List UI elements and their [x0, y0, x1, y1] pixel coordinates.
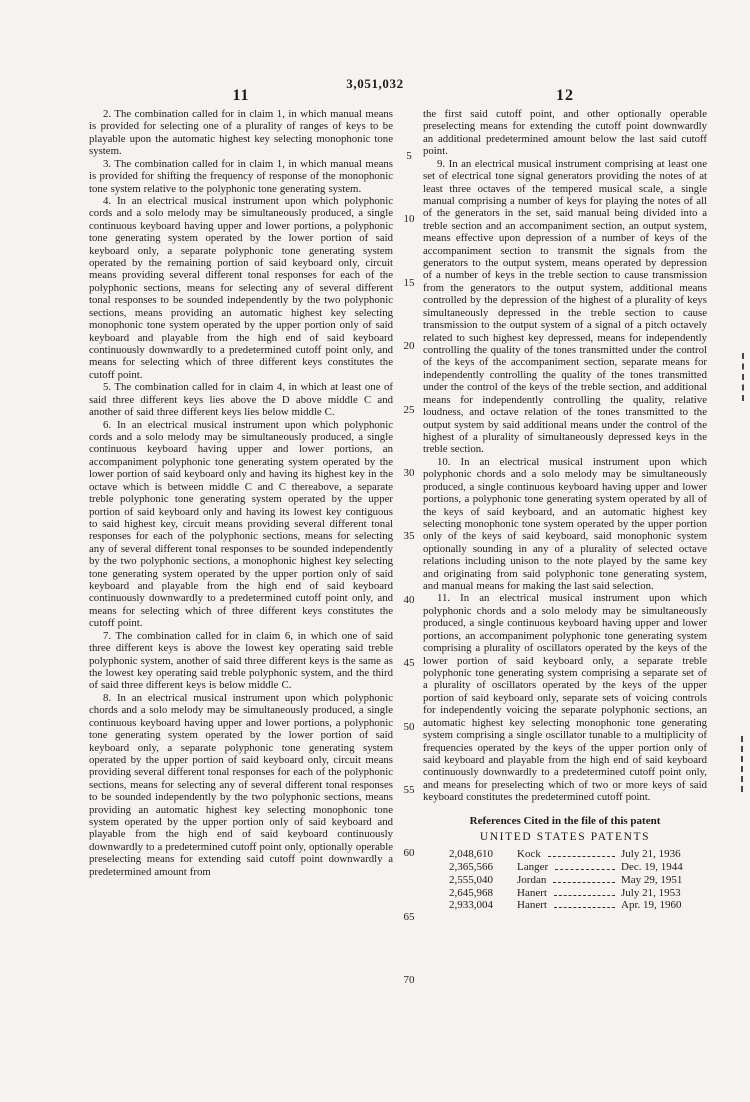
claim-4: 4. In an electrical musical instrument upon which polyphonic cords and a solo melody may be simultaneously produced, a single continuous keyboard having upper and lower portions, a polyphonic tone generating system operated by the lower portion of said keyboard only, a separate polyphonic tone generating system operated by the remaining portion of said keyboard only, circuit means providing several different tonal responses for each of the polyphonic sections, means for selecting any of several different tonal responses to be sounded independently by the two polyphonic sections, means providing an automatic highest key selecting monophonic tone system operated by the upper portion only of said keyboard and playable from the high end of said keyboard continuously downwardly to a predetermined cutoff point only, and means for selecting which of three different keys constitutes the cutoff point. [89, 194, 393, 381]
reference-row [423, 861, 707, 874]
reference-row [423, 874, 707, 887]
reference-patent-number: 2,048,610 [449, 848, 493, 861]
dash-leader [554, 907, 615, 908]
reference-patent-number: 2,933,004 [449, 899, 493, 912]
line-number: 35 [403, 530, 415, 543]
claim-3: 3. The combination called for in claim 1, in which manual means is provided for shifting the frequency of response of the monophonic tone system relative to the polyphonic tone generating system. [89, 157, 393, 195]
dash-leader [555, 869, 615, 870]
dash-leader [553, 882, 615, 883]
claim-6: 6. In an electrical musical instrument upon which polyphonic cords and a solo melody may be simultaneously produced, a single continuous keyboard having upper and lower portions, an accompaniment polyphonic tone generating system operated by the lower portion of said keyboard only and having its highest key in the octave which is between middle C and C thereabove, a separate treble polyphonic tone generating system operated by the upper portion of said keyboard only and having its lowest key contiguous to said highest key, circuit means providing several different tonal responses for each of the polyphonic sections, means for selecting any of several different tonal responses to be sounded independently by the two polyphonic sections, a monophonic highest key selecting tone generating system operated by the upper portion only of said keyboard and playable from the high end of said keyboard continuously downwardly to a predetermined cutoff point only, and means for selecting which of three different keys constitutes the cutoff point. [89, 418, 393, 630]
patent-number: 3,051,032 [346, 76, 404, 91]
line-number: 45 [403, 657, 415, 670]
line-number: 65 [403, 910, 415, 923]
reference-inventor-name: Hanert [517, 886, 547, 899]
reference-patent-number: 2,555,040 [449, 873, 493, 886]
claim-11: 11. In an electrical musical instrument upon which polyphonic chords and a solo melody may be simultaneously produced, a single continuous keyboard having upper and lower portions, an accompaniment polyphonic tone generating system comprising a plurality of oscillators operated by the keys of the lower portion of said keyboard only, a separate treble polyphonic tone generating system comprising a separate set of a plurality of oscillators operated by the keys of the upper portion of said keyboard only, separate sets of voicing controls for independently voicing the separate polyphonic sections, an automatic highest key selecting monophonic tone generating system comprising a single oscillator tunable to a multiplicity of frequencies operated by the keys of the upper portion only of said keyboard and playable from the high end of said keyboard continuously downwardly to a predetermined cutoff point only, and means for preselecting which of two or more keys of said keyboard constitutes the predetermined cutoff point. [423, 592, 707, 804]
claim-9: 9. In an electrical musical instrument comprising at least one set of electrical tone signal generators providing the notes of at least three octaves of the tempered musical scale, a single manual comprising a number of keys for playing the notes of all of the generators in the set, said manual being divided into a treble section and an accompaniment section, an output system, means effective upon depression of a number of keys of the accompaniment section to transmit the signals from the generators to the output system, means operated by depression of a number of keys in the treble section to cause transmission from the generators to the output system, additional means controlled by the depression of the highest of a plurality of keys simultaneously depressed in the treble section to cause transmission to the output system of a signal of a pitch octavely related to such highest key depressed, means for independently controlling the quality of the tones transmitted under the control of the keys of the accompaniment section, separate means for independently controlling the quality of the tones transmitted under the control of the keys of the treble section, and additional means for independently controlling the quality, relative loudness, and octave relation of the tones transmitted to the output system by said additional means under the control of the highest of a plurality of simultaneously depressed keys in the treble section. [423, 157, 707, 456]
reference-row [423, 899, 707, 912]
references-heading: References Cited in the file of this patent [469, 814, 661, 827]
reference-inventor-name: Hanert [517, 899, 547, 912]
claim-10: 10. In an electrical musical instrument upon which polyphonic chords and a solo melody may be simultaneously produced, a single continuous keyboard having upper and lower portions, a polyphonic tone generating system operated by all of the keys of said keyboard, and an automatic highest key selecting monophonic tone system operated by the upper portion only of the keys of said keyboard, said monophonic system optionally sounding in any of a plurality of selected octave relations including unison to the note played by the same key and originating from said polyphonic tone generating system, and manual means for making the last said selection. [423, 455, 707, 593]
claim-7: 7. The combination called for in claim 6, in which one of said three different keys is above the lowest key operating said treble polyphonic system, another of said three different keys is the same as the lowest key operating said treble polyphonic system, and the third of said three different keys is below middle C. [89, 629, 393, 692]
reference-inventor-name: Kock [517, 848, 541, 861]
reference-patent-number: 2,645,968 [449, 886, 493, 899]
column-left [89, 88, 393, 912]
line-number: 5 [406, 150, 412, 162]
claim-2: 2. The combination called for in claim 1, in which manual means is provided for selecting one of a plurality of ranges of keys to be playable upon the automatic highest key selecting monophonic tone system. [89, 108, 393, 158]
margin-mark [741, 736, 743, 792]
reference-date: Apr. 19, 1960 [621, 899, 682, 912]
line-number: 50 [403, 720, 415, 733]
column-right [423, 88, 707, 912]
reference-inventor-name: Jordan [517, 873, 547, 886]
reference-date: July 21, 1936 [621, 848, 681, 861]
line-number: 15 [403, 276, 415, 289]
claim-5: 5. The combination called for in claim 4, in which at least one of said three different keys lies above the D above middle C and another of said three different keys lies below middle C. [89, 381, 393, 419]
reference-inventor-name: Langer [517, 861, 549, 874]
line-number: 40 [403, 593, 415, 606]
reference-row [423, 848, 707, 861]
line-number: 70 [403, 974, 415, 987]
reference-date: May 29, 1951 [621, 873, 683, 886]
reference-patent-number: 2,365,566 [449, 861, 493, 874]
line-number: 55 [403, 783, 415, 796]
us-patents-heading: UNITED STATES PATENTS [479, 831, 651, 844]
line-number: 60 [403, 847, 415, 860]
claim-8-continuation: the first said cutoff point, and other optionally operable preselecting means for extending the cutoff point downwardly an additional predetermined amount below the last said cutoff point. [423, 108, 707, 158]
margin-mark [742, 353, 744, 401]
line-number: 20 [403, 340, 415, 353]
references-section [423, 815, 707, 912]
reference-row [423, 887, 707, 900]
line-numbers-gutter [395, 150, 423, 1037]
dash-leader [554, 895, 615, 896]
dash-leader [548, 856, 615, 857]
line-number: 30 [403, 466, 415, 479]
line-number: 10 [403, 213, 415, 226]
column-number-right: 12 [556, 87, 574, 104]
line-number: 25 [403, 403, 415, 416]
reference-date: July 21, 1953 [621, 886, 681, 899]
reference-date: Dec. 19, 1944 [621, 861, 683, 874]
claim-8: 8. In an electrical musical instrument upon which polyphonic chords and a solo melody may be simultaneously produced, a single continuous keyboard having upper and lower portions, a polyphonic tone generating system operated by the lower portion of said keyboard only, a separate polyphonic tone generating system operated by the upper portion of said keyboard only, circuit means providing several different tonal responses for each of the polyphonic sections, means for selecting any of several different tonal responses to be sounded independently by the two polyphonic sections, means providing an automatic highest key selecting monophonic tone system operated by the upper portion only of said keyboard and playable from the high end of said keyboard continuously downwardly to a predetermined cutoff point only, optionally operable preselecting means for extending said cutoff point downwardly a predetermined amount from [89, 691, 393, 878]
column-number-left: 11 [232, 87, 250, 104]
